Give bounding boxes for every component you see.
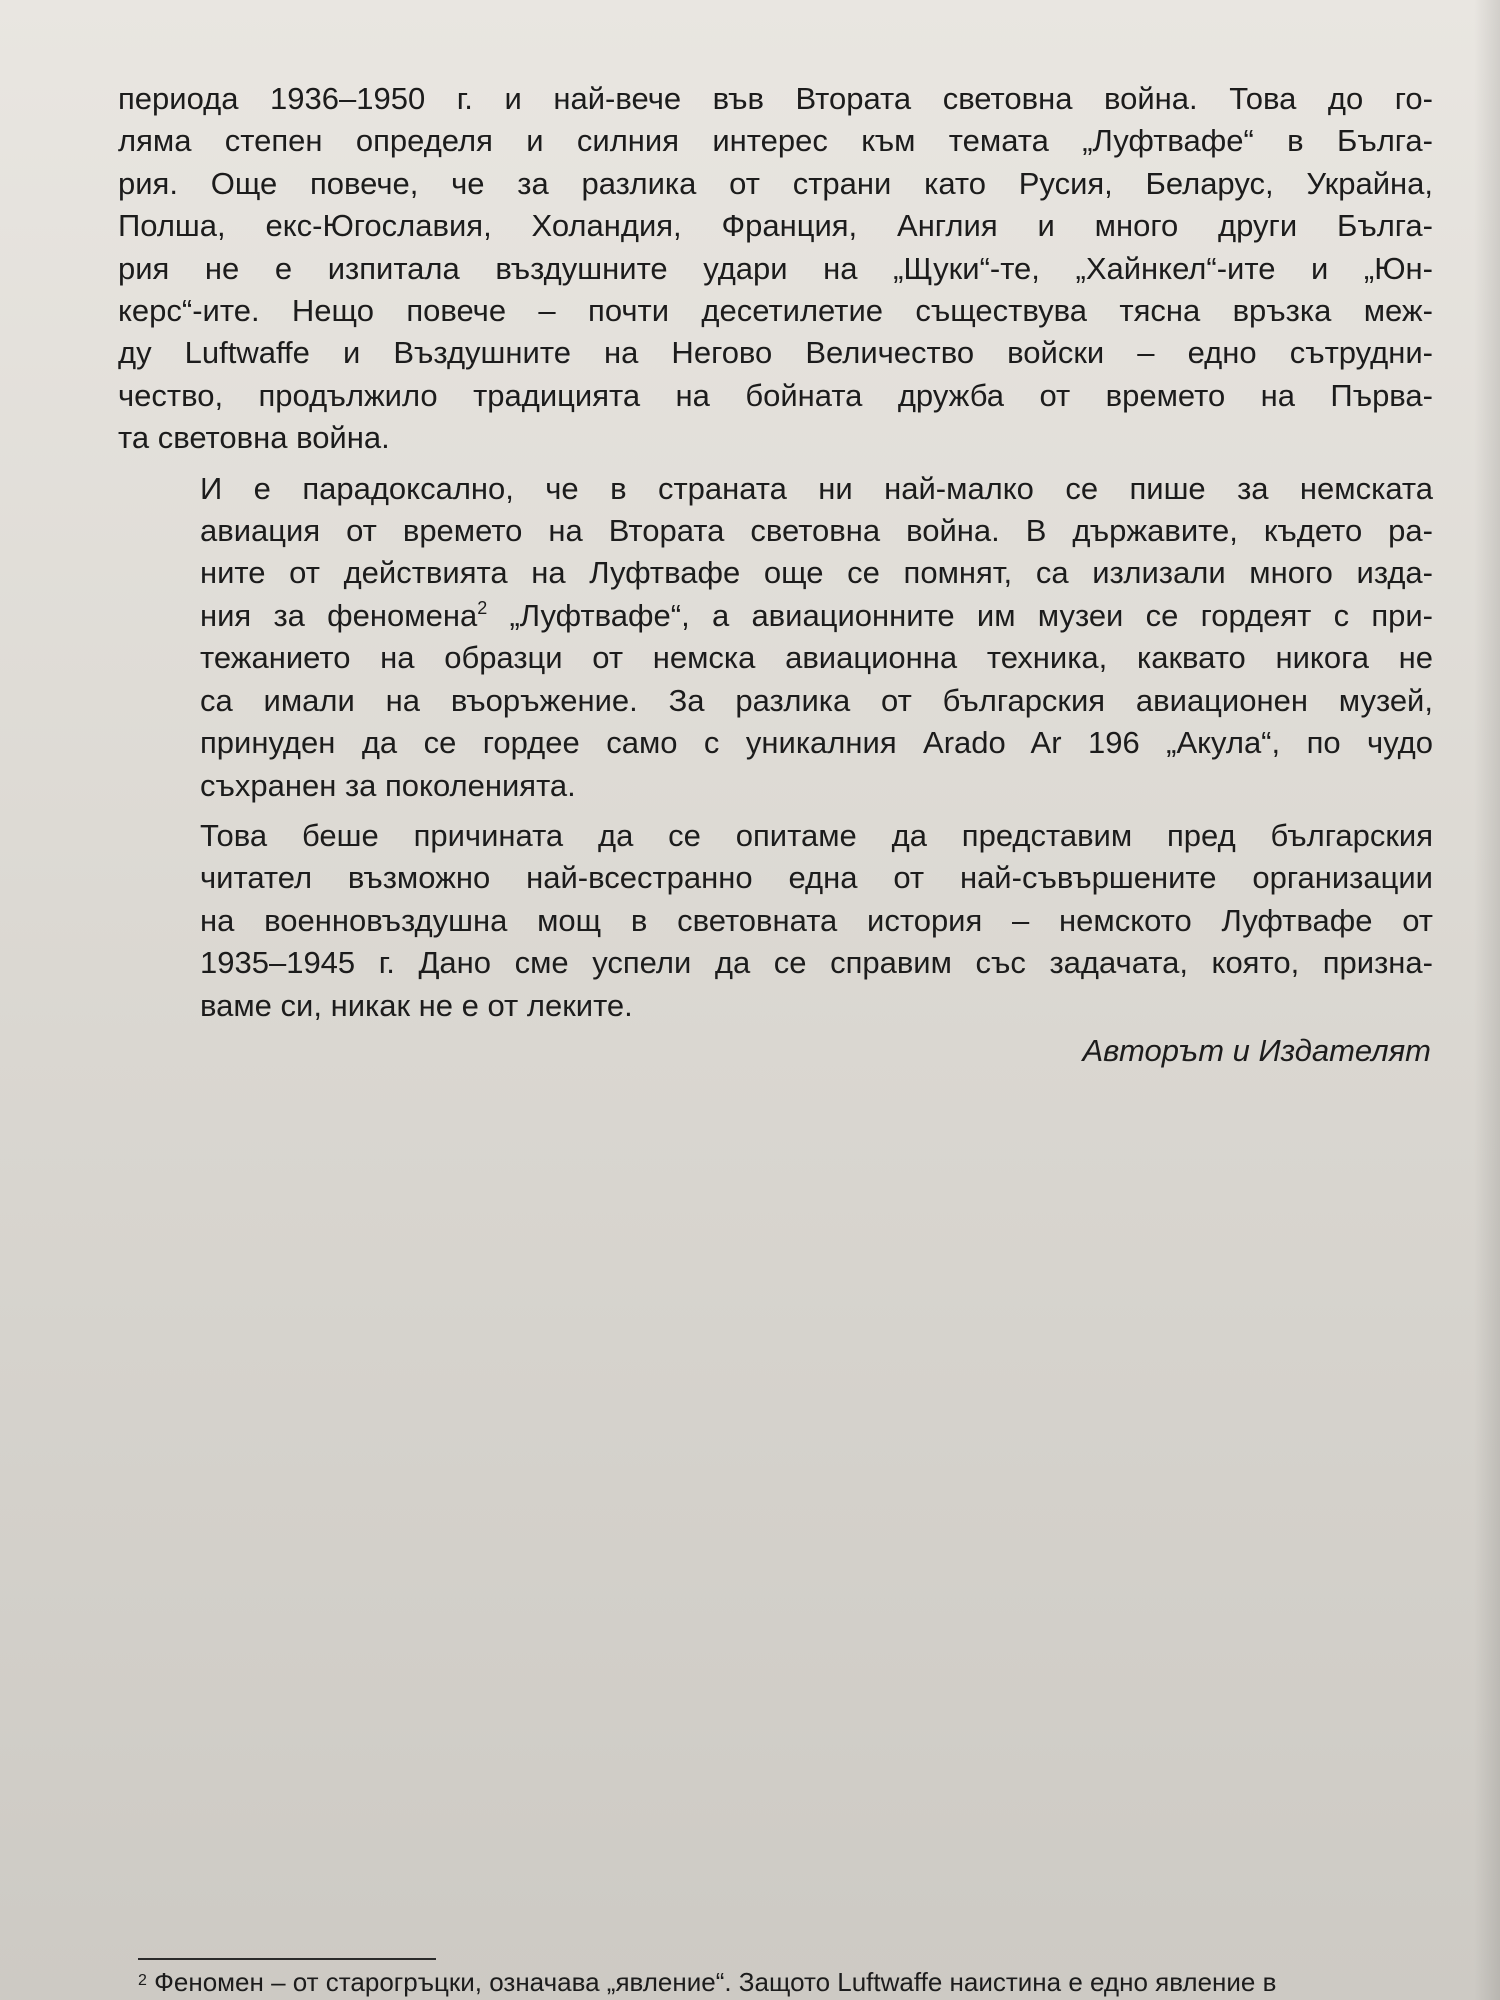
text-line: рия. Още повече, че за разлика от страни като Русия, Беларус, Украйна, <box>118 165 1433 201</box>
text-line: керс“-ите. Нещо повече – почти десетилетие съществува тясна връзка меж- <box>118 293 1433 329</box>
text-line: та световна война. <box>118 420 390 456</box>
text-line: на военновъздушна мощ в световната история – немското Луфтвафе от <box>200 902 1433 938</box>
text-line: Това беше причината да се опитаме да представим пред българския <box>200 817 1433 853</box>
text-line: са имали на въоръжение. За разлика от българския авиационен музей, <box>200 682 1433 718</box>
text-line: периода 1936–1950 г. и най-вече във Втората световна война. Това до го- <box>118 81 1433 116</box>
book-page-text <box>118 78 1433 1069</box>
text-fragment: ния за феномена <box>200 597 478 633</box>
text-line-with-footnote <box>118 595 1433 637</box>
text-line: читател възможно най-всестранно една от най-съвършените организации <box>200 860 1433 896</box>
text-line: рия не е изпитала въздушните удари на „Щуки“-те, „Хайнкел“-ите и „Юн- <box>118 250 1433 286</box>
paragraph-1 <box>118 78 1433 460</box>
signature: Авторът и Издателят <box>1082 1032 1431 1068</box>
text-line: И е парадоксално, че в страната ни най-малко се пише за немската <box>200 470 1433 506</box>
footnote-mark: 2 <box>138 1972 147 1989</box>
paragraph-2 <box>118 468 1433 807</box>
text-line: принуден да се гордее само с уникалния Arado Ar 196 „Акула“, по чудо <box>200 725 1433 761</box>
footnote-text: Феномен – от старогръцки, означава „явление“. Защото Luftwaffe наистина е едно явление в <box>154 1967 1277 1997</box>
text-line: ваме си, никак не е от леките. <box>200 987 633 1023</box>
footnote-divider <box>138 1958 436 1960</box>
text-line: чество, продължило традицията на бойната дружба от времето на Първа- <box>118 377 1433 413</box>
text-line: ляма степен определя и силния интерес към темата „Луфтвафе“ в Бълга- <box>118 123 1433 159</box>
text-line: 1935–1945 г. Дано сме успели да се справим със задачата, която, призна- <box>200 945 1433 981</box>
text-line: авиация от времето на Втората световна война. В държавите, където ра- <box>200 513 1433 549</box>
footnote-reference: 2 <box>477 597 488 618</box>
page-edge-shadow <box>1474 0 1500 2000</box>
paragraph-3 <box>118 815 1433 1027</box>
text-line: Полша, екс-Югославия, Холандия, Франция, Англия и много други Бълга- <box>118 208 1433 244</box>
text-fragment: „Луфтвафе“, а авиационните им музеи се гордеят с при- <box>487 597 1433 633</box>
text-line: ните от действията на Луфтвафе още се помнят, са излизали много изда- <box>200 555 1433 591</box>
footnote <box>138 1966 1448 1998</box>
text-line: съхранен за поколенията. <box>200 767 576 803</box>
text-line: тежанието на образци от немска авиационна техника, каквато никога не <box>200 640 1433 676</box>
text-line: ду Luftwaffe и Въздушните на Негово Величество войски – едно сътрудни- <box>118 335 1433 371</box>
